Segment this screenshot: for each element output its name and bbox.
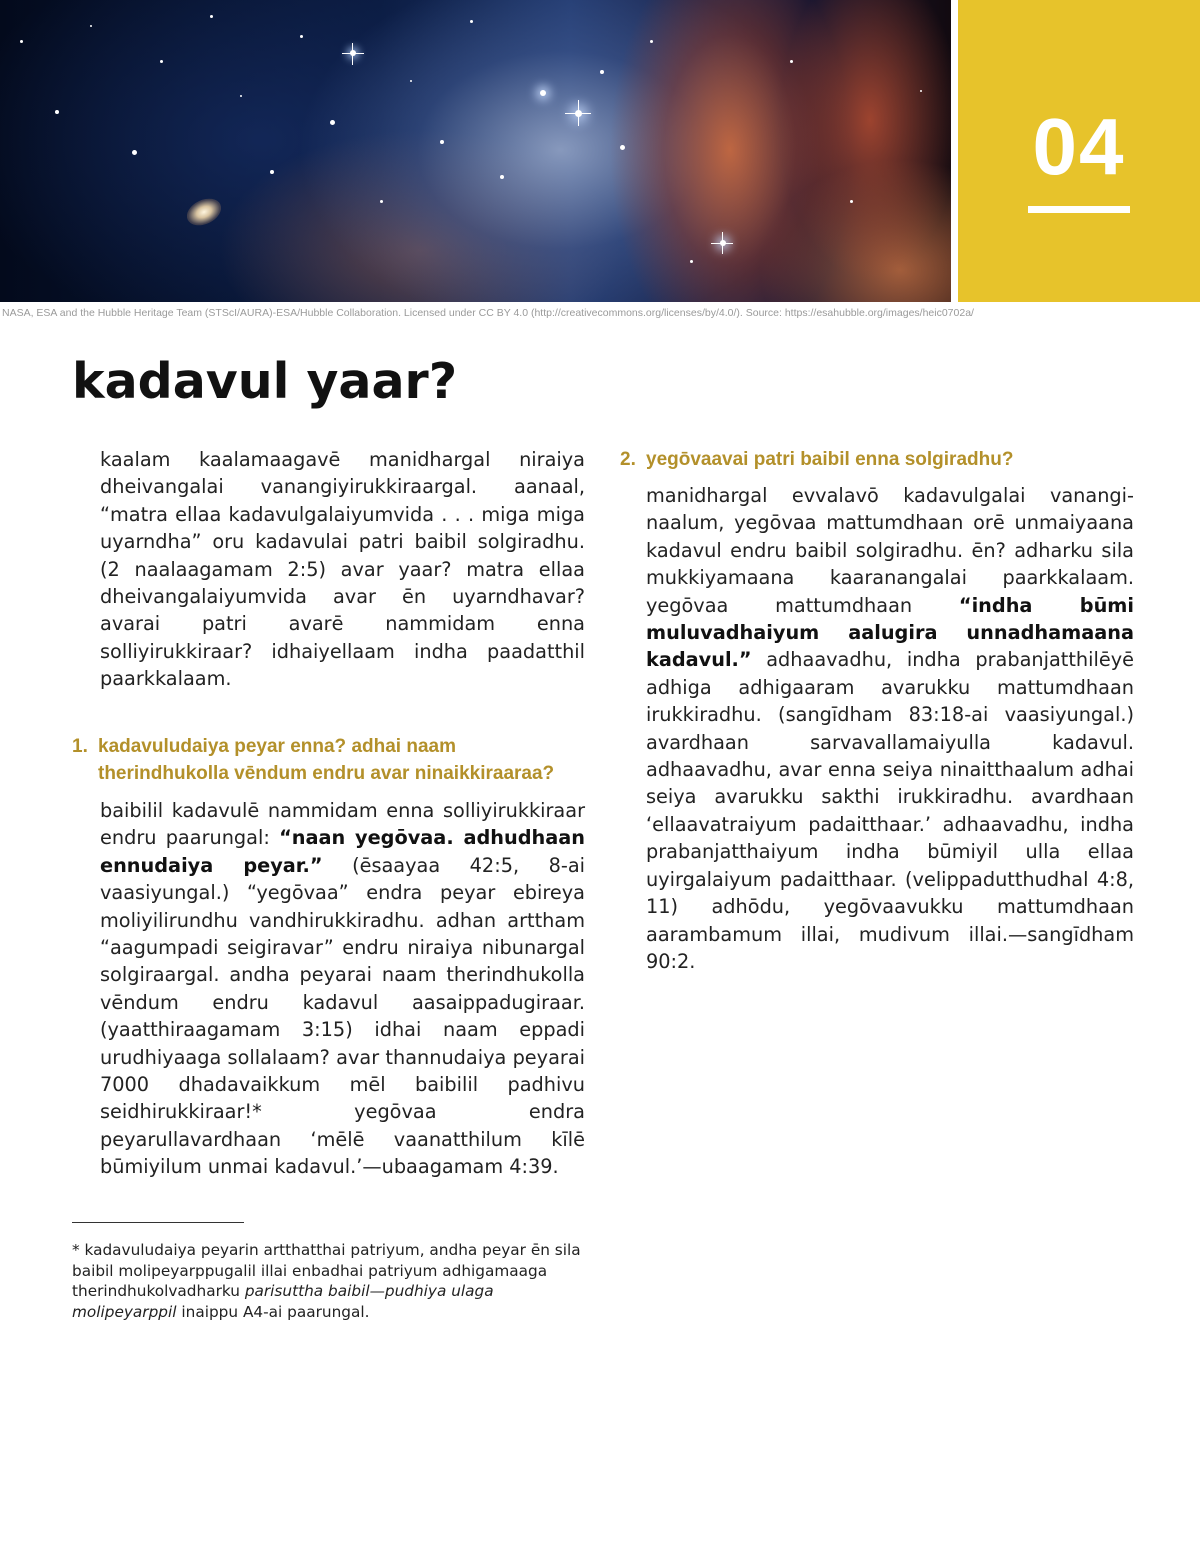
page-title: kadavul yaar? (72, 353, 458, 410)
question-2 (620, 446, 1136, 473)
header-nebula-image (0, 0, 951, 302)
star-flare (722, 232, 723, 254)
chapter-badge (958, 0, 1200, 302)
star-dot (330, 120, 335, 125)
star-flare (352, 43, 353, 65)
star-dot (850, 200, 853, 203)
answer-1-post: (ēsaayaa 42:5, 8-ai vaasiyungal.) “yegōvaa” endra peyar ebireya moliyilirundhu vandhirukkiradhu. adhan arttham “aagumpadi seigiravar” endru niraiya nibunargal solgiraargal. andha peyarai naam therindhukolla vēndum endru kadavul aasaippadugiraar. (yaatthiraagamam 3:15) idhai naam eppadi urudhiyaaga sollalaam? avar thannudaiya peyarai 7000 dhadavaikkum mēl baibilil padhivu seidhirukkiraar!* yegōvaa endra peyarullavardhaan ‘mēlē vaanatthilum kīlē būmiyilum unmai kadavul.’—ubaagamam 4:39. (100, 853, 585, 1179)
star-dot (470, 20, 473, 23)
footnote-divider (72, 1222, 244, 1223)
star-dot (90, 25, 92, 27)
answer-2-paragraph (646, 482, 1134, 975)
star-dot (20, 40, 23, 43)
star-flare (578, 100, 579, 126)
star-dot (210, 15, 213, 18)
footnote-post: inaippu A4-ai paarungal. (176, 1302, 370, 1321)
star-dot (160, 60, 163, 63)
image-credit: NASA, ESA and the Hubble Heritage Team (STScI/AURA)-ESA/Hubble Collaboration. Licensed under CC BY 4.0 (http://creativecommons.org/licenses/by/4.0/). Source: https://esahubble.org/images/heic0702a/ (2, 307, 974, 319)
chapter-underline (1028, 206, 1130, 213)
answer-1-paragraph (100, 797, 585, 1181)
question-1-number: 1. (72, 736, 88, 757)
star-dot (690, 260, 693, 263)
star-dot (920, 90, 922, 92)
question-2-text: yegōvaavai patri baibil enna solgiradhu? (646, 449, 1014, 470)
star-dot (620, 145, 625, 150)
answer-1-quote: “naan yegōvaa. adhudhaan ennudaiya peyar.” (100, 826, 585, 877)
spiral-galaxy-shape (183, 194, 226, 231)
star-dot (55, 110, 59, 114)
star-dot (132, 150, 137, 155)
star-dot (790, 60, 793, 63)
answer-2-pre: manidhargal evvalavō kadavulgalai vananginaalum, yegōvaa mattumdhaan orē unmaiyaana kadavul endru baibil solgiradhu. ēn? adharku sila mukkiyamaana kaaranangalai paarkkalaam. yegōvaa mattumdhaan (646, 484, 1134, 617)
star-dot (380, 200, 383, 203)
star-dot (650, 40, 653, 43)
answer-2-quote: “indha būmi muluvadhaiyum aalugira unnadhamaana kadavul.” (646, 593, 1134, 672)
star-dot (440, 140, 444, 144)
footnote (72, 1240, 587, 1322)
question-1 (72, 733, 588, 787)
answer-2-post: adhaavadhu, indha prabanjatthilēyē adhiga adhigaaram avarukku mattumdhaan irukkiradhu. (sangīdham 83:18-ai vaasiyungal.) avardhaan sarvavallamaiyulla kadavul. adhaavadhu, avar enna seiya ninaitthaalum adhai seiya avarukku sakthi irukkiradhu. avardhaan ‘ellaavatraiyum padaitthaar.’ adhaavadhu, indha prabanjatthaiyum indha būmiyil ulla ellaa uyirgalaiyum padaitthaar. (velippadutthudhal 4:8, 11) adhōdu, yegōvaavukku mattumdhaan aarambamum illai, mudivum illai.—sangīdham 90:2. (646, 648, 1134, 973)
star-dot (300, 35, 303, 38)
star-dot (540, 90, 546, 96)
footnote-book-title: parisuttha baibil—pudhiya ulaga molipeyarppil (72, 1282, 494, 1321)
star-dot (600, 70, 604, 74)
star-dot (240, 95, 242, 97)
question-2-number: 2. (620, 449, 636, 470)
intro-paragraph: kaalam kaalamaagavē manidhargal niraiya dheivangalai vanangiyirukkiraargal. aanaal, “matra ellaa kadavulgalaiyumvida . . . miga miga uyarndha” oru kadavulai patri baibil solgiradhu. (2 naalaagamam 2:5) avar yaar? matra ellaa dheivangalaiyumvida avar ēn uyarndhavar? avarai patri avarē nammidam enna solliyirukkiraar? idhaiyellaam indha paadatthil paarkkalaam. (100, 448, 585, 691)
star-dot (270, 170, 274, 174)
footnote-pre: * kadavuludaiya peyarin artthatthai patriyum, andha peyar ēn sila baibil molipeyarppugalil illai enbadhai patriyum adhigamaaga therindhukolvadharku (72, 1241, 581, 1300)
chapter-number: 04 (1032, 102, 1126, 191)
answer-1-pre: baibilil kadavulē nammidam enna solliyirukkiraar endru paarungal: (100, 799, 585, 850)
question-1-text: kadavuludaiya peyar enna? adhai naam therindhukolla vēndum endru avar ninaikkiraaraa? (98, 736, 555, 784)
star-flare (342, 53, 364, 54)
star-dot (500, 175, 504, 179)
star-dot (410, 80, 412, 82)
